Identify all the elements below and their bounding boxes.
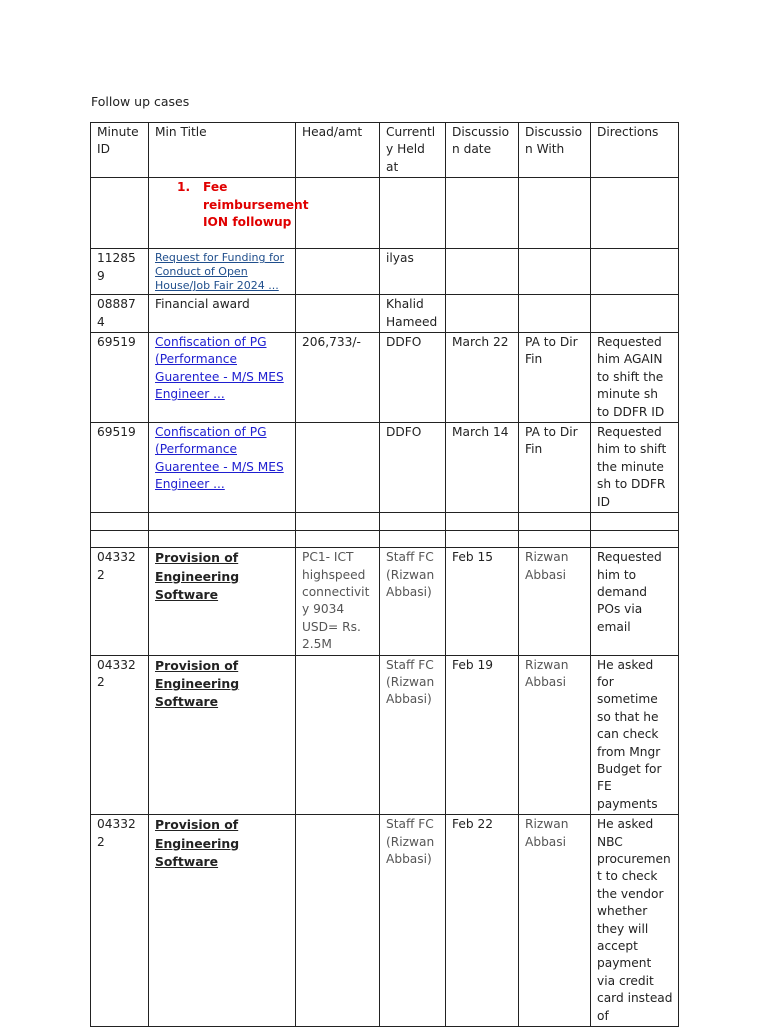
cell-minute-id: 043322 bbox=[91, 655, 149, 815]
section-number: 1. bbox=[177, 180, 191, 195]
cell-min-title bbox=[149, 548, 296, 655]
cell-head-amt bbox=[296, 815, 380, 1027]
cell-directions: He asked NBC procurement to check the vendor whether they will accept payment via credit card instead of bbox=[591, 815, 679, 1027]
cell-minute-id: 043322 bbox=[91, 815, 149, 1027]
header-min-title: Min Title bbox=[149, 123, 296, 178]
empty-row bbox=[91, 513, 679, 531]
follow-up-cases-table bbox=[90, 122, 679, 1027]
cell-min-title bbox=[149, 815, 296, 1027]
table-row bbox=[91, 423, 679, 513]
cell-held-at: Khalid Hameed bbox=[380, 295, 446, 333]
cell-with bbox=[519, 249, 591, 295]
cell-date: March 22 bbox=[446, 333, 519, 423]
cell-directions: Requested him to shift the minute sh to DDFR ID bbox=[591, 423, 679, 513]
header-minute-id: Minute ID bbox=[91, 123, 149, 178]
cell-min-title bbox=[149, 333, 296, 423]
cell-minute-id: 112859 bbox=[91, 249, 149, 295]
cell-head-amt: PC1- ICT highspeed connectivity 9034 USD= Rs. 2.5M bbox=[296, 548, 380, 655]
section-title: Fee reimbursement ION followup bbox=[203, 180, 309, 230]
cell-with bbox=[519, 295, 591, 333]
cell-min-title: Financial award bbox=[149, 295, 296, 333]
cell-date bbox=[446, 249, 519, 295]
cell-directions bbox=[591, 249, 679, 295]
table-row bbox=[91, 548, 679, 655]
table-row bbox=[91, 655, 679, 815]
cell-directions: Requested him AGAIN to shift the minute sh to DDFR ID bbox=[591, 333, 679, 423]
cell-min-title bbox=[149, 423, 296, 513]
table-row bbox=[91, 295, 679, 333]
section-list bbox=[155, 179, 309, 231]
cell-directions: He asked for sometime so that he can check from Mngr Budget for FE payments bbox=[591, 655, 679, 815]
page-title: Follow up cases bbox=[91, 94, 190, 109]
cell-date: Feb 19 bbox=[446, 655, 519, 815]
cell-head-amt: 206,733/- bbox=[296, 333, 380, 423]
table-row bbox=[91, 815, 679, 1027]
table-row bbox=[91, 249, 679, 295]
table-header-row bbox=[91, 123, 679, 178]
cell-minute-id: 088874 bbox=[91, 295, 149, 333]
cell-date bbox=[446, 295, 519, 333]
min-title-text: Provision of Engineering Software bbox=[155, 550, 240, 602]
empty-row bbox=[91, 531, 679, 548]
min-title-link[interactable]: Request for Funding for Conduct of Open House/Job Fair 2024 ... bbox=[155, 251, 285, 293]
cell-held-at: Staff FC (Rizwan Abbasi) bbox=[380, 548, 446, 655]
cell-date: Feb 22 bbox=[446, 815, 519, 1027]
section-list-item bbox=[155, 179, 309, 231]
cell-with: Rizwan Abbasi bbox=[519, 548, 591, 655]
cell-head-amt bbox=[296, 295, 380, 333]
cell-head-amt bbox=[296, 249, 380, 295]
cell-date: Feb 15 bbox=[446, 548, 519, 655]
cell-with: Rizwan Abbasi bbox=[519, 815, 591, 1027]
cell-with: PA to Dir Fin bbox=[519, 423, 591, 513]
section-row bbox=[91, 178, 679, 249]
min-title-link[interactable]: Confiscation of PG (Performance Guarentee - M/S MES Engineer ... bbox=[155, 335, 284, 402]
min-title-text: Provision of Engineering Software bbox=[155, 657, 240, 710]
section-cell bbox=[149, 178, 309, 249]
cell-min-title bbox=[149, 655, 296, 815]
header-head-amt: Head/amt bbox=[296, 123, 380, 178]
cell-minute-id: 69519 bbox=[91, 333, 149, 423]
cell-with: PA to Dir Fin bbox=[519, 333, 591, 423]
cell-held-at: ilyas bbox=[380, 249, 446, 295]
min-title-text: Provision of Engineering Software bbox=[155, 817, 240, 869]
cell-held-at: DDFO bbox=[380, 423, 446, 513]
cell-date: March 14 bbox=[446, 423, 519, 513]
cell-head-amt bbox=[296, 423, 380, 513]
cell-with: Rizwan Abbasi bbox=[519, 655, 591, 815]
cell-held-at: Staff FC (Rizwan Abbasi) bbox=[380, 815, 446, 1027]
min-title-link[interactable]: Confiscation of PG (Performance Guarentee - M/S MES Engineer ... bbox=[155, 425, 284, 492]
cell-min-title bbox=[149, 249, 296, 295]
header-discussion-date: Discussion date bbox=[446, 123, 519, 178]
cell-minute-id: 69519 bbox=[91, 423, 149, 513]
cell-directions bbox=[591, 295, 679, 333]
cell-held-at: Staff FC (Rizwan Abbasi) bbox=[380, 655, 446, 815]
header-currently-held-at: Currently Held at bbox=[380, 123, 446, 178]
cell-directions: Requested him to demand POs via email bbox=[591, 548, 679, 655]
cell-minute-id: 043322 bbox=[91, 548, 149, 655]
table-row bbox=[91, 333, 679, 423]
header-discussion-with: Discussion With bbox=[519, 123, 591, 178]
cell-head-amt bbox=[296, 655, 380, 815]
cell-held-at: DDFO bbox=[380, 333, 446, 423]
header-directions: Directions bbox=[591, 123, 679, 178]
